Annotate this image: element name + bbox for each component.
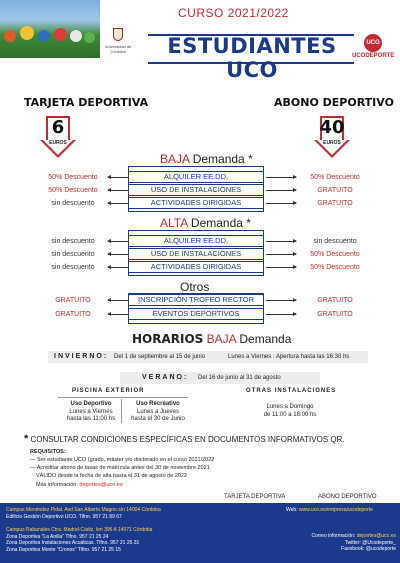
baja-row1-left: 50% Descuento — [48, 174, 98, 181]
uso-dep-title: Uso Deportivo — [70, 401, 112, 407]
otros-row1-left: GRATUITO — [55, 297, 91, 304]
piscina-title: PISCINA EXTERIOR — [72, 388, 145, 394]
mail-link[interactable]: deportes@uco.es — [356, 533, 396, 539]
consult-text: CONSULTAR CONDICIONES ESPECÍFICAS EN DOCUMENTOS INFORMATIVOS QR. — [30, 435, 345, 444]
requisitos-validez: VÁLIDO desde la fecha de alta hasta el 31 de agosto de 2022 — [36, 473, 188, 479]
qr-label-tarjeta: TARJETA DEPORTIVA — [224, 494, 286, 500]
otros-row1-center: INSCRIPCIÓN TROFEO RECTOR — [128, 294, 264, 306]
footer-campus1 — [6, 507, 161, 520]
ball-decoration — [38, 30, 50, 42]
alta-row2-center: USO DE INSTALACIONES — [128, 248, 264, 260]
facebook-link[interactable]: Facebook: @ucodeporte — [341, 546, 396, 552]
baja-row1-right: 50% Descuento — [310, 174, 360, 181]
abono-title: ABONO DEPORTIVO — [274, 96, 394, 109]
requisitos-title: REQUISITOS: — [30, 449, 66, 455]
campus2-line: Zona Deportiva Instalaciones Acuáticas. Tlfno. 957 21 25 31 — [6, 540, 140, 546]
mas-info — [30, 481, 280, 489]
otras-hours: de 11:00 a 18:00 hs — [263, 411, 317, 418]
horarios-heading-a: HORARIOS — [132, 332, 204, 346]
campus1-title: Campus Menéndez Pidal. Avd San Alberto Magno s/n 14004 Córdoba — [6, 507, 161, 513]
tarjeta-price: 6 — [51, 117, 65, 138]
alta-row1-center: ALQUILER EE.DD. — [128, 235, 264, 247]
otras-days: Lunes a Domingo — [266, 404, 314, 410]
baja-row3-center: ACTIVIDADES DIRIGIDAS — [128, 197, 264, 209]
otras-hours-block — [252, 404, 328, 419]
footer-web — [286, 507, 373, 514]
footer-contact — [296, 533, 396, 553]
alta-row3-center: ACTIVIDADES DIRIGIDAS — [128, 261, 264, 273]
baja-heading-red: BAJA — [160, 152, 190, 166]
campus2-title: Campus Rabanales Ctra. Madrid-Cádiz, km 396 A 14071 Córdoba — [6, 527, 153, 533]
requisito-item: — Acreditar abono de tasas de matrícula antes del 30 de noviembre 2021 — [30, 465, 210, 471]
qr-label-abono: ABONO DEPORTIVO — [318, 494, 377, 500]
ball-decoration — [84, 32, 95, 43]
alta-heading — [160, 216, 251, 230]
verano-dates: Del 16 de junio al 31 de agosto — [198, 375, 281, 381]
ucodeporte-logo: UCO — [364, 34, 382, 52]
otros-row2-right: GRATUITO — [317, 311, 353, 318]
requisitos-block — [30, 448, 280, 489]
consult-note — [24, 433, 345, 445]
ball-decoration — [20, 26, 34, 40]
alta-row1-left: sin descuento — [51, 238, 95, 245]
campus1-line: Edificio Gestión Deportivo UCO. Tlfno. 957 21 89 67 — [6, 513, 122, 520]
ball-decoration — [54, 28, 67, 41]
piscina-divider — [58, 397, 188, 398]
course-year: CURSO 2021/2022 — [178, 6, 289, 20]
requisito-item-text: Ser estudiante UCO (grado, máster y/o doctorado en el curso 2021/2022 — [37, 457, 215, 463]
uso-rec-hours: hasta el 30 de Junio — [131, 416, 185, 422]
alta-heading-red: ALTA — [160, 216, 188, 230]
alta-row3-right: 50% Descuento — [310, 264, 360, 271]
header-photo — [0, 0, 100, 58]
piscina-split — [121, 399, 122, 423]
baja-row2-center: USO DE INSTALACIONES — [128, 184, 264, 196]
tarjeta-unit: EUROS — [49, 140, 67, 146]
verano-band — [120, 372, 320, 384]
baja-heading — [160, 152, 253, 166]
verano-label: VERANO: — [142, 374, 189, 381]
web-label: Web: — [286, 507, 298, 513]
horarios-heading-red: BAJA — [206, 332, 237, 346]
alta-row1-right: sin descuento — [313, 238, 357, 245]
otros-heading: Otros — [180, 280, 210, 294]
ucodeporte-logo-text: UCODEPORTE — [352, 53, 395, 59]
otros-row2-center: EVENTOS DEPORTIVOS — [128, 308, 264, 320]
uso-rec-days: Lunes a Jueves — [136, 408, 180, 415]
tarjeta-title: TARJETA DEPORTIVA — [24, 96, 149, 109]
baja-row1-center: ALQUILER EE.DD. — [128, 171, 264, 183]
abono-price-badge — [314, 116, 350, 160]
page-title: ESTUDIANTES UCO — [167, 34, 337, 82]
otras-title: OTRAS INSTALACIONES — [246, 388, 337, 394]
otros-row2-left: GRATUITO — [55, 311, 91, 318]
mas-info-email[interactable]: deportes@uco.es — [79, 482, 123, 488]
horarios-heading-rest: Demanda — [239, 332, 292, 346]
mas-info-label: Más información: — [36, 482, 78, 488]
invierno-hours: Lunes a Viernes : Apertura hasta las 16:30 hs — [228, 354, 350, 360]
abono-unit: EUROS — [323, 140, 341, 146]
baja-row3-right: GRATUITO — [317, 200, 353, 207]
university-crest-icon — [113, 28, 123, 41]
uso-deportivo — [64, 401, 118, 424]
requisito-item: — Ser estudiante UCO (grado, máster y/o doctorado en el curso 2021/2022 — [30, 457, 215, 463]
ball-decoration — [70, 30, 82, 42]
abono-price: 40 — [319, 117, 345, 138]
invierno-dates: Del 1 de septiembre al 15 de junio — [114, 354, 206, 360]
baja-row3-left: sin descuento — [51, 200, 95, 207]
campus2-line: Zona Deportiva "La Anilla" Tlfno. 957 21 25 24 — [6, 533, 109, 540]
uso-dep-hours: hasta las 11:00 hs — [66, 416, 116, 422]
invierno-label: INVIERNO: — [54, 353, 109, 360]
baja-heading-rest: Demanda * — [192, 152, 253, 166]
uso-rec-title: Uso Recreativo — [136, 401, 180, 407]
alta-row2-left: sin descuento — [51, 251, 95, 258]
baja-row2-left: 50% Descuento — [48, 187, 98, 194]
twitter-link[interactable]: Twitter: @Ucodeporte_ — [344, 539, 396, 546]
campus2-line: Zona Deportiva Monte "Cronos" Tlfno. 957 21 25 15 — [6, 546, 121, 553]
invierno-band — [48, 351, 368, 363]
baja-row2-right: GRATUITO — [317, 187, 353, 194]
uso-dep-days: Lunes a Viernes — [69, 408, 113, 415]
crest-label: Universidad de Córdoba — [104, 44, 132, 54]
web-link[interactable]: www.uco.es/empresa/ucodeporte — [298, 507, 373, 513]
mail-label: Correo información: — [311, 533, 356, 539]
otros-row1-right: GRATUITO — [317, 297, 353, 304]
ball-decoration — [4, 30, 16, 42]
requisito-item-text: Acreditar abono de tasas de matrícula antes del 30 de noviembre 2021 — [36, 465, 210, 471]
alta-row2-right: 50% Descuento — [310, 251, 360, 258]
footer-campus2 — [6, 527, 152, 553]
uso-recreativo — [126, 401, 190, 424]
tarjeta-price-badge — [40, 116, 76, 160]
horarios-heading — [132, 332, 291, 346]
alta-heading-rest: Demanda * — [190, 216, 251, 230]
asterisk-icon: * — [24, 433, 29, 445]
footer — [0, 503, 400, 563]
alta-row3-left: sin descuento — [51, 264, 95, 271]
